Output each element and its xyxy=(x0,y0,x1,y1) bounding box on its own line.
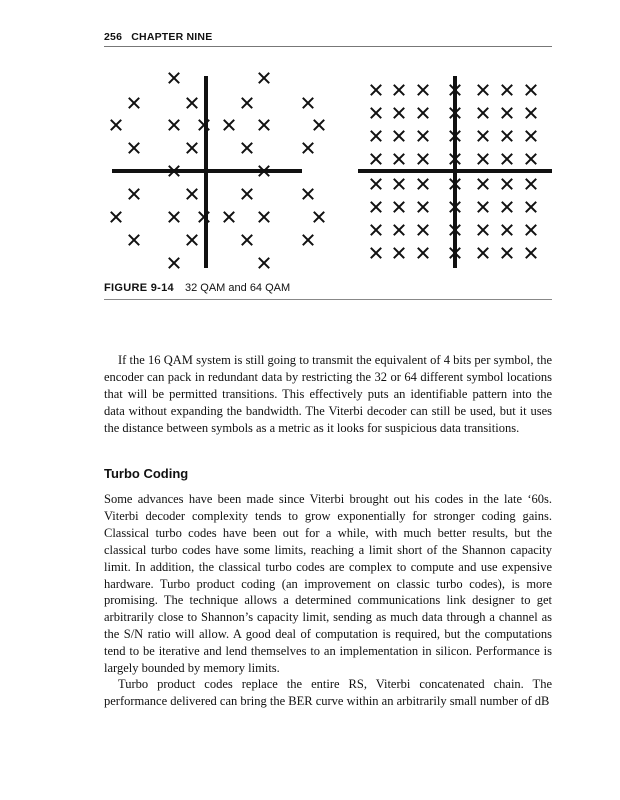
constellation-point xyxy=(303,189,313,199)
chapter-title: CHAPTER NINE xyxy=(131,31,213,43)
constellation-point xyxy=(526,85,536,95)
constellation-point xyxy=(129,235,139,245)
constellation-point xyxy=(526,248,536,258)
constellation-point xyxy=(526,202,536,212)
constellation-point xyxy=(371,131,381,141)
constellation-point xyxy=(418,225,428,235)
constellation-point xyxy=(303,98,313,108)
constellation-point xyxy=(371,154,381,164)
constellation-point xyxy=(526,179,536,189)
constellation-point xyxy=(242,143,252,153)
constellation-point xyxy=(129,98,139,108)
figure-caption xyxy=(104,282,552,300)
constellation-point xyxy=(187,235,197,245)
constellation-point xyxy=(394,154,404,164)
page-number: 256 xyxy=(104,31,123,43)
constellation-point xyxy=(371,179,381,189)
constellation-point xyxy=(314,212,324,222)
constellation-point xyxy=(224,212,234,222)
constellation-point xyxy=(478,202,488,212)
constellation-point xyxy=(259,73,269,83)
constellation-point xyxy=(187,143,197,153)
constellation-point xyxy=(187,189,197,199)
constellation-point xyxy=(478,154,488,164)
qam32-constellation xyxy=(104,68,340,276)
constellation-point xyxy=(303,143,313,153)
constellation-point xyxy=(129,143,139,153)
constellation-point xyxy=(478,225,488,235)
constellation-point xyxy=(502,131,512,141)
constellation-point xyxy=(371,108,381,118)
running-header xyxy=(104,31,552,47)
constellation-point xyxy=(418,85,428,95)
constellation-point xyxy=(129,189,139,199)
constellation-point xyxy=(169,120,179,130)
constellation-point xyxy=(394,225,404,235)
constellation-point xyxy=(502,85,512,95)
constellation-point xyxy=(394,131,404,141)
constellation-point xyxy=(111,212,121,222)
constellation-point xyxy=(242,98,252,108)
constellation-point xyxy=(502,179,512,189)
constellation-point xyxy=(303,235,313,245)
section-title: Turbo Coding xyxy=(104,466,189,481)
constellation-point xyxy=(187,98,197,108)
figure-caption-text: 32 QAM and 64 QAM xyxy=(185,282,291,294)
constellation-point xyxy=(418,179,428,189)
constellation-point xyxy=(394,202,404,212)
constellation-point xyxy=(169,212,179,222)
constellation-point xyxy=(169,258,179,268)
constellation-point xyxy=(242,235,252,245)
constellation-point xyxy=(169,73,179,83)
constellation-point xyxy=(502,108,512,118)
constellation-point xyxy=(526,225,536,235)
constellation-point xyxy=(394,248,404,258)
constellation-point xyxy=(224,120,234,130)
constellation-point xyxy=(502,202,512,212)
constellation-point xyxy=(502,225,512,235)
constellation-point xyxy=(314,120,324,130)
constellation-point xyxy=(418,248,428,258)
constellation-point xyxy=(242,189,252,199)
constellation-point xyxy=(478,85,488,95)
constellation-point xyxy=(371,248,381,258)
constellation-point xyxy=(259,212,269,222)
constellation-point xyxy=(111,120,121,130)
constellation-point xyxy=(259,258,269,268)
constellation-point xyxy=(502,154,512,164)
constellation-point xyxy=(478,248,488,258)
constellation-point xyxy=(418,108,428,118)
constellation-point xyxy=(526,108,536,118)
constellation-point xyxy=(478,131,488,141)
constellation-point xyxy=(502,248,512,258)
paragraph-turbo-product-codes: Turbo product codes replace the entire RS, Viterbi concatenated chain. The performance delivered can bring the BER curve within an arbitrarily small number of dB xyxy=(104,677,552,708)
constellation-point xyxy=(526,131,536,141)
constellation-point xyxy=(418,202,428,212)
constellation-point xyxy=(478,108,488,118)
paragraph-turbo-coding: Some advances have been made since Viterbi brought out his codes in the late ‘60s. Viterbi decoder complexity tends to grow exponentially for stronger coding gains. Classical turbo codes have been out for a while, with much better results, but the classical turbo codes have some limits, reaching a limit short of the Shannon capacity limit. In addition, the classical turbo codes are complex to compute and use expensive hardware. Turbo product coding (an improvement on classic turbo codes), is more promising. The technique allows a determined communications link designer to get arbitrarily close to Shannon’s capacity limit, sending as much data through a channel as the S/N ratio will allow. A good deal of computation is required, but the computations tend to be iterative and lend themselves to an implementation in silicon. Performance is largely bounded by memory limits. xyxy=(104,492,552,676)
constellation-point xyxy=(478,179,488,189)
constellation-point xyxy=(394,108,404,118)
paragraph-qam-redundancy: If the 16 QAM system is still going to transmit the equivalent of 4 bits per symbol, the encoder can pack in redundant data by restricting the 32 or 64 different symbol locations that will be permitted transitions. This effectively puts an identifiable pattern into the data without expanding the bandwidth. The Viterbi decoder can still be used, but it uses the distance between symbols as a metric as it looks for suspicious data transitions. xyxy=(104,353,552,435)
figure-label: FIGURE 9-14 xyxy=(104,282,174,294)
constellation-point xyxy=(526,154,536,164)
constellation-point xyxy=(371,85,381,95)
qam64-constellation xyxy=(356,68,552,276)
constellation-point xyxy=(394,179,404,189)
constellation-point xyxy=(418,154,428,164)
constellation-point xyxy=(418,131,428,141)
constellation-point xyxy=(371,202,381,212)
constellation-point xyxy=(394,85,404,95)
constellation-point xyxy=(259,120,269,130)
constellation-point xyxy=(371,225,381,235)
